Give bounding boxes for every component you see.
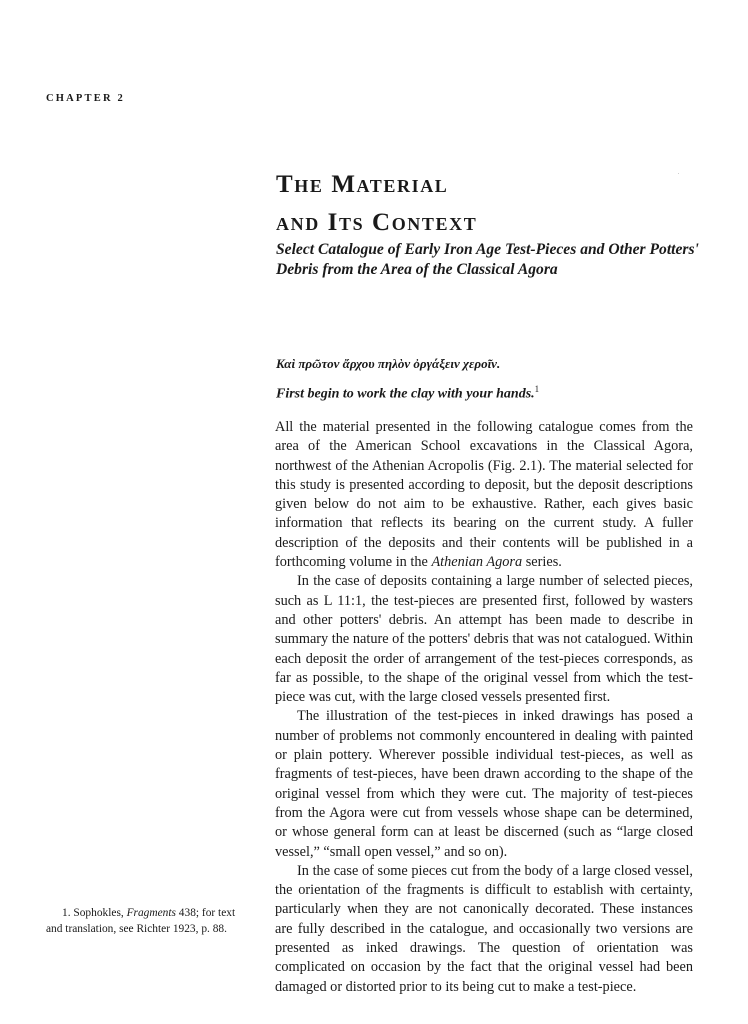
body-text — [275, 418, 693, 997]
footnote-author: Sophokles, — [73, 907, 124, 919]
footnote-rest: 438; for text and translation, see Richter 1923, p. 88. — [46, 907, 236, 935]
chapter-title — [276, 166, 477, 242]
paragraph-4: In the case of some pieces cut from the body of a large closed vessel, the orientation of the fragments is difficult to establish with certainty, particularly when they are not canonically decorated. These instances are fully described in the catalogue, and occasionally two versions are presented as inked drawings. The question of orientation was complicated on occasion by the fact that the original vessel had been damaged or distorted prior to its being cut to make a test-piece. — [275, 862, 693, 995]
footnote — [46, 906, 252, 937]
paragraph-1: All the material presented in the following catalogue comes from the area of the American School excavations in the Classical Agora, northwest of the Athenian Acropolis (Fig. 2.1). The material selected for this study is presented according to deposit, but the deposit descriptions given below do not aim to be exhaustive. Rather, each gives basic information that reflects its bearing on the current study. A fuller description of the deposits and their contents will be published in a forthcoming volume in the Athenian Agora series. — [275, 419, 693, 571]
paragraph-3: The illustration of the test-pieces in inked drawings has posed a number of problems not commonly encountered in dealing with painted or plain pottery. Wherever possible individual test-pieces, as well as fragments of test-pieces, have been drawn according to the shape of the original vessel from which they were cut. The majority of test-pieces from the Agora were cut from vessels whose shape can be determined, or whose general form can at least be discerned (such as “large closed vessel,” “small open vessel,” and so on). — [275, 708, 693, 860]
chapter-title-line-2: and Its Context — [276, 209, 478, 236]
paragraph-2: In the case of deposits containing a large number of selected pieces, such as L 11:1, the test-pieces are presented first, followed by wasters and other potters' debris. An attempt has been made to describe in summary the nature of the potters' debris that was not catalogued. Within each deposit the order of arrangement of the test-pieces corresponds, as far as possible, to the shape of the original vessel from which the test-piece was cut, with the large closed vessels presented first. — [275, 573, 693, 706]
footnote-reference: 1 — [534, 384, 540, 394]
epigraph-english — [276, 384, 539, 403]
series-name: Athenian Agora — [431, 554, 523, 571]
footnote-work: Fragments — [126, 907, 176, 919]
footnote-number: 1. — [62, 907, 71, 919]
chapter-label: CHAPTER 2 — [46, 93, 126, 104]
epigraph-greek: Καὶ πρῶτον ἄρχου πηλὸν ὀργάξειν χεροῖν. — [276, 356, 501, 371]
chapter-subtitle: Select Catalogue of Early Iron Age Test-Pieces and Other Potters' Debris from the Area of the Classical Agora — [276, 241, 699, 278]
chapter-title-line-1: The Material — [276, 171, 449, 198]
scan-speck — [678, 173, 679, 174]
epigraph-english-text: First begin to work the clay with your hands. — [276, 386, 535, 402]
